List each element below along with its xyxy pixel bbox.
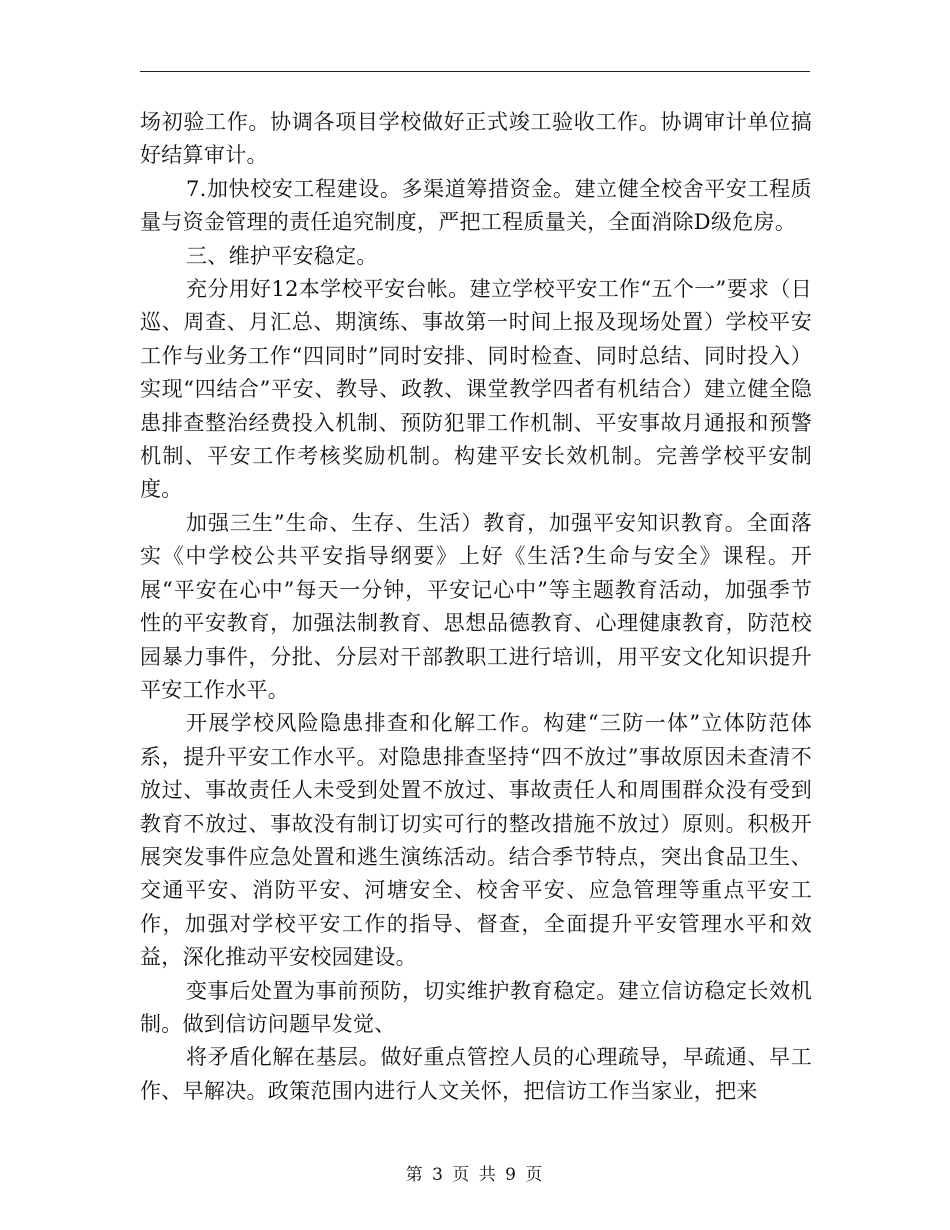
paragraph-8: 将矛盾化解在基层。做好重点管控人员的心理疏导，早疏通、早工作、早解决。政策范围内进行人文关怀，把信访工作当家业，把来 (140, 1045, 812, 1103)
paragraph-1: 场初验工作。协调各项目学校做好正式竣工验收工作。协调审计单位搞好结算审计。 (140, 110, 812, 168)
paragraph-5: 加强三生”生命、生存、生活）教育，加强平安知识教育。全面落实《中学校公共平安指导纲要》上好《生活?生命与安全》课程。开展“平安在心中”每天一分钟，平安记心中”等主题教育活动，加强季节性的平安教育，加强法制教育、思想品德教育、心理健康教育，防范校园暴力事件，分批、分层对干部教职工进行培训，用平安文化知识提升平安工作水平。 (140, 510, 812, 702)
document-body (140, 106, 812, 1108)
header-rule (140, 71, 810, 72)
paragraph-7: 变事后处置为事前预防，切实维护教育稳定。建立信访稳定长效机制。做到信访问题早发觉、 (140, 978, 812, 1036)
paragraph-4: 充分用好12本学校平安台帐。建立学校平安工作“五个一”要求（日巡、周查、月汇总、期演练、事故第一时间上报及现场处置）学校平安工作与业务工作“四同时”同时安排、同时检查、同时总结、同时投入）实现“四结合”平安、教导、政教、课堂教学四者有机结合）建立健全隐患排查整治经费投入机制、预防犯罪工作机制、平安事故月通报和预警机制、平安工作考核奖励机制。构建平安长效机制。完善学校平安制度。 (140, 277, 812, 502)
paragraph-6: 开展学校风险隐患排查和化解工作。构建“三防一体”立体防范体系，提升平安工作水平。对隐患排查坚持“四不放过”事故原因未查清不放过、事故责任人未受到处置不放过、事故责任人和周围群众没有受到教育不放过、事故没有制订切实可行的整改措施不放过）原则。积极开展突发事件应急处置和逃生演练活动。结合季节特点，突出食品卫生、交通平安、消防平安、河塘安全、校舍平安、应急管理等重点平安工作，加强对学校平安工作的指导、督查，全面提升平安管理水平和效益，深化推动平安校园建设。 (140, 711, 812, 970)
section-heading: 三、维护平安稳定。 (186, 243, 378, 268)
page-number-footer: 第 3 页 共 9 页 (405, 1165, 545, 1185)
paragraph-2: 7.加快校安工程建设。多渠道筹措资金。建立健全校舍平安工程质量与资金管理的责任追究制度，严把工程质量关，全面消除D级危房。 (140, 176, 812, 235)
